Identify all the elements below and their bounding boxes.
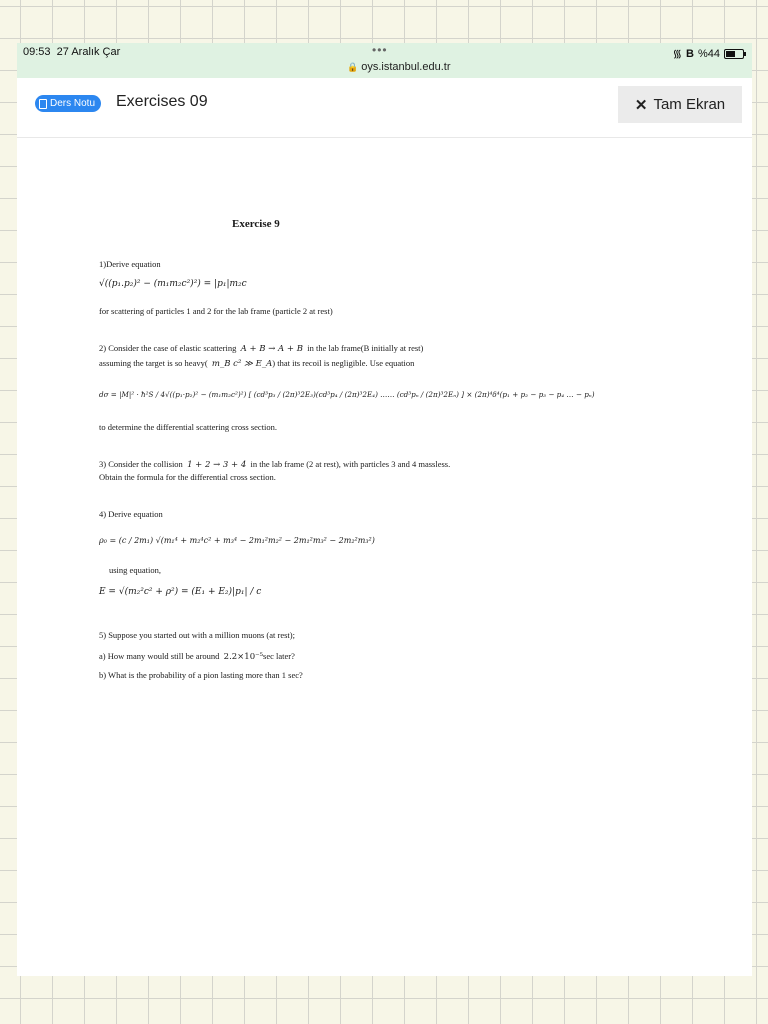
battery-percent: %44 xyxy=(697,47,720,60)
q2-line2: assuming the target is so heavy( m_B c² ≫ E_A) that its recoil is negligible. Use equation xyxy=(99,358,415,369)
q2-text: to determine the differential scattering cross section. xyxy=(99,422,278,432)
exercise-title: Exercise 9 xyxy=(232,218,280,230)
q2-equation: dσ = |M|² · ħ²S / 4√((p₁·p₂)² − (m₁m₂c²)²) [ (cd³p₃ / (2π)³2E₃)(cd³p₄ / (2π)³2E₄) …… (cd³pₙ / (2π)³2Eₙ) ] × (2π)⁴δ⁴(p₁ + p₂ − p₃ − p₄ … − pₙ) xyxy=(99,390,595,399)
q1-label: 1)Derive equation xyxy=(99,259,161,269)
q1-text: for scattering of particles 1 and 2 for the lab frame (particle 2 at rest) xyxy=(99,306,333,316)
status-time: 09:53 27 Aralık Çar xyxy=(23,46,121,58)
q1-equation: √((p₁.p₂)² − (m₁m₂c²)²) = |p₁|m₂c xyxy=(99,279,247,289)
q4-equation: ρ₀ = (c / 2m₁) √(m₁⁴ + m₂⁴c² + m₃⁴ − 2m₁²m₂² − 2m₁²m₃² − 2m₂²m₃²) xyxy=(99,536,375,545)
battery-icon xyxy=(724,49,744,59)
status-bar xyxy=(17,43,752,78)
q3-line1: 3) Consider the collision 1 + 2 → 3 + 4 in the lab frame (2 at rest), with particles 3 and 4 massless. xyxy=(99,459,451,470)
lock-icon: 🔒 xyxy=(347,62,359,72)
q4-using: using equation, xyxy=(109,565,161,575)
q5-line1: 5) Suppose you started out with a million muons (at rest); xyxy=(99,630,295,640)
fullscreen-icon: ✕ xyxy=(634,96,648,114)
q4-label: 4) Derive equation xyxy=(99,509,163,519)
wifi-icon: ᯾ xyxy=(672,48,683,60)
status-right xyxy=(673,46,744,61)
page-title: Exercises 09 xyxy=(116,93,208,110)
url-bar[interactable]: 🔒 oys.istanbul.edu.tr xyxy=(347,61,451,73)
more-dots-icon[interactable]: ••• xyxy=(372,43,388,57)
document-header xyxy=(17,78,752,138)
document-page xyxy=(17,138,752,976)
q5-a: a) How many would still be around 2.2×10⁻⁵sec later? xyxy=(99,651,295,662)
q3-line2: Obtain the formula for the differential cross section. xyxy=(99,472,276,482)
q5-b: b) What is the probability of a pion lasting more than 1 sec? xyxy=(99,670,303,680)
bluetooth-icon: B xyxy=(686,47,694,60)
fullscreen-button[interactable]: ✕ Tam Ekran xyxy=(618,86,742,123)
document-icon xyxy=(39,99,47,109)
q4-equation2: E = √(m₂²c² + ρ²) = (E₁ + E₂)|p₁| / c xyxy=(99,587,262,597)
ders-notu-badge: Ders Notu xyxy=(35,95,101,112)
q2-line1: 2) Consider the case of elastic scattering A + B → A + B in the lab frame(B initially at rest) xyxy=(99,343,424,354)
